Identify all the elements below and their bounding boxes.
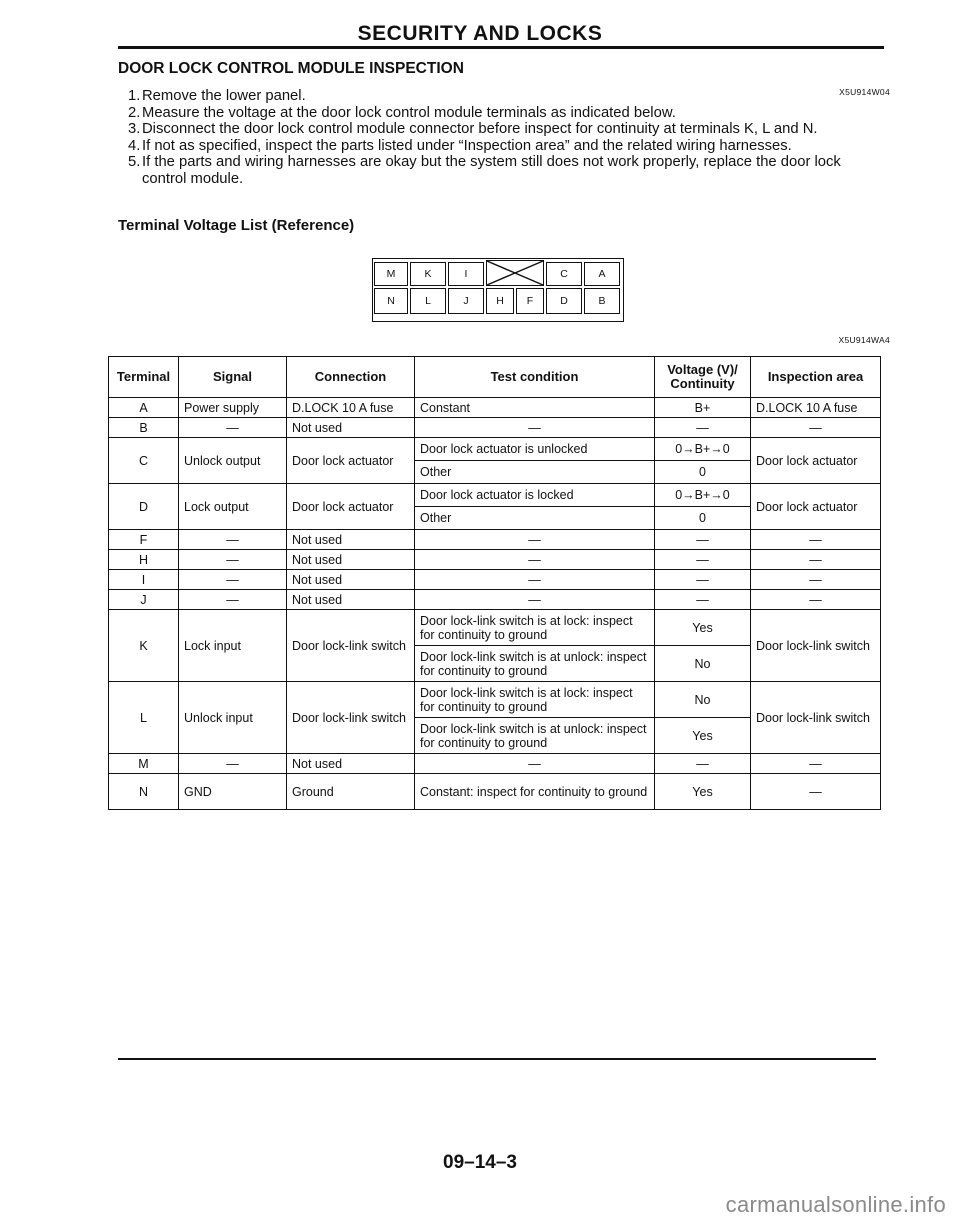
voltage-cell: Yes xyxy=(655,774,751,810)
inspection-area-cell: — xyxy=(751,550,881,570)
test-condition-cell: Door lock actuator is unlocked xyxy=(415,438,655,461)
test-condition-cell: Door lock-link switch is at lock: inspect for continuity to ground xyxy=(415,610,655,646)
terminal-cell: K xyxy=(109,610,179,682)
connection-cell: Not used xyxy=(287,754,415,774)
table-row xyxy=(109,550,881,570)
signal-cell: — xyxy=(179,418,287,438)
connector-diagram xyxy=(366,256,626,324)
list-item: 2. Measure the voltage at the door lock control module terminals as indicated below. xyxy=(128,104,676,121)
connection-cell: Not used xyxy=(287,530,415,550)
inspection-area-cell: — xyxy=(751,530,881,550)
inspection-area-cell: Door lock-link switch xyxy=(751,682,881,754)
header-terminal: Terminal xyxy=(109,357,179,398)
signal-cell: — xyxy=(179,550,287,570)
table-row xyxy=(109,398,881,418)
test-condition-cell: — xyxy=(415,550,655,570)
test-condition-cell: Door lock actuator is locked xyxy=(415,484,655,507)
connector-pin-k: K xyxy=(410,262,446,286)
voltage-cell: 0→B+→0 xyxy=(655,484,751,507)
voltage-cell: 0→B+→0 xyxy=(655,438,751,461)
connection-cell: D.LOCK 10 A fuse xyxy=(287,398,415,418)
connector-pin-a: A xyxy=(584,262,620,286)
connection-cell: Not used xyxy=(287,550,415,570)
inspection-area-cell: Door lock-link switch xyxy=(751,610,881,682)
terminal-cell: N xyxy=(109,774,179,810)
test-condition-cell: — xyxy=(415,570,655,590)
inspection-area-cell: — xyxy=(751,570,881,590)
connection-cell: Door lock actuator xyxy=(287,438,415,484)
inspection-area-cell: — xyxy=(751,590,881,610)
signal-cell: Lock output xyxy=(179,484,287,530)
terminal-cell: H xyxy=(109,550,179,570)
signal-cell: Unlock input xyxy=(179,682,287,754)
inspection-area-cell: — xyxy=(751,418,881,438)
test-condition-cell: — xyxy=(415,590,655,610)
signal-cell: — xyxy=(179,754,287,774)
terminal-list-ref-code: X5U914WA4 xyxy=(838,335,890,345)
connector-pin-m: M xyxy=(374,262,408,286)
connection-cell: Ground xyxy=(287,774,415,810)
connector-pin-f: F xyxy=(516,288,544,314)
voltage-cell: 0 xyxy=(655,461,751,484)
section-title: DOOR LOCK CONTROL MODULE INSPECTION xyxy=(118,60,464,77)
connection-cell: Door lock actuator xyxy=(287,484,415,530)
inspection-area-cell: — xyxy=(751,774,881,810)
watermark: carmanualsonline.info xyxy=(725,1192,946,1217)
list-item: 5. If the parts and wiring harnesses are okay but the system still does not work properly, replace the door lock control module. xyxy=(128,154,841,187)
voltage-cell: No xyxy=(655,646,751,682)
header-signal: Signal xyxy=(179,357,287,398)
footer-rule xyxy=(118,1058,876,1060)
connector-pin-c: C xyxy=(546,262,582,286)
connection-cell: Door lock-link switch xyxy=(287,682,415,754)
voltage-cell: Yes xyxy=(655,718,751,754)
connector-pin-h: H xyxy=(486,288,514,314)
voltage-cell: — xyxy=(655,550,751,570)
test-condition-cell: Constant xyxy=(415,398,655,418)
table-row xyxy=(109,774,881,810)
terminal-cell: M xyxy=(109,754,179,774)
connection-cell: Door lock-link switch xyxy=(287,610,415,682)
table-row xyxy=(109,530,881,550)
test-condition-cell: Constant: inspect for continuity to ground xyxy=(415,774,655,810)
inspection-area-cell: D.LOCK 10 A fuse xyxy=(751,398,881,418)
voltage-cell: No xyxy=(655,682,751,718)
terminal-cell: L xyxy=(109,682,179,754)
list-item: 3. Disconnect the door lock control module connector before inspect for continuity at terminals K, L and N. xyxy=(128,121,818,137)
title-rule xyxy=(118,46,884,49)
table-row xyxy=(109,754,881,774)
voltage-cell: — xyxy=(655,754,751,774)
inspection-area-cell: Door lock actuator xyxy=(751,438,881,484)
list-item: 4. If not as specified, inspect the parts listed under “Inspection area” and the related wiring harnesses. xyxy=(128,137,792,154)
terminal-cell: I xyxy=(109,570,179,590)
connection-cell: Not used xyxy=(287,570,415,590)
connector-pin-j: J xyxy=(448,288,484,314)
connector-blank-pin xyxy=(486,260,544,286)
test-condition-cell: — xyxy=(415,754,655,774)
connection-cell: Not used xyxy=(287,590,415,610)
terminal-cell: C xyxy=(109,438,179,484)
section-ref-code: X5U914W04 xyxy=(839,87,890,97)
terminal-cell: D xyxy=(109,484,179,530)
table-row xyxy=(109,590,881,610)
voltage-cell: B+ xyxy=(655,398,751,418)
voltage-cell: Yes xyxy=(655,610,751,646)
signal-cell: Lock input xyxy=(179,610,287,682)
header-inspection-area: Inspection area xyxy=(751,357,881,398)
connector-pin-d: D xyxy=(546,288,582,314)
connection-cell: Not used xyxy=(287,418,415,438)
procedure-steps xyxy=(128,88,888,187)
terminal-list-title: Terminal Voltage List (Reference) xyxy=(118,217,355,234)
test-condition-cell: Other xyxy=(415,461,655,484)
test-condition-cell: — xyxy=(415,418,655,438)
test-condition-cell: Door lock-link switch is at unlock: inspect for continuity to ground xyxy=(415,718,655,754)
table-row xyxy=(109,682,881,718)
test-condition-cell: Other xyxy=(415,507,655,530)
table-row xyxy=(109,570,881,590)
table-row xyxy=(109,610,881,646)
terminal-voltage-table xyxy=(108,356,881,810)
terminal-cell: F xyxy=(109,530,179,550)
signal-cell: — xyxy=(179,530,287,550)
inspection-area-cell: — xyxy=(751,754,881,774)
voltage-cell: — xyxy=(655,590,751,610)
header-voltage-continuity: Voltage (V)/ Continuity xyxy=(655,357,751,398)
page-number: 09–14–3 xyxy=(443,1152,517,1173)
connector-pin-n: N xyxy=(374,288,408,314)
voltage-cell: — xyxy=(655,570,751,590)
table-row xyxy=(109,484,881,507)
signal-cell: — xyxy=(179,590,287,610)
header-test-condition: Test condition xyxy=(415,357,655,398)
test-condition-cell: Door lock-link switch is at unlock: inspect for continuity to ground xyxy=(415,646,655,682)
table-body xyxy=(109,398,881,810)
voltage-cell: — xyxy=(655,418,751,438)
connector-pin-b: B xyxy=(584,288,620,314)
terminal-cell: A xyxy=(109,398,179,418)
signal-cell: — xyxy=(179,570,287,590)
signal-cell: Unlock output xyxy=(179,438,287,484)
connector-pin-i: I xyxy=(448,262,484,286)
page-title: SECURITY AND LOCKS xyxy=(357,22,603,45)
blank-pin-cross-icon xyxy=(487,261,543,285)
inspection-area-cell: Door lock actuator xyxy=(751,484,881,530)
list-item: 1. Remove the lower panel. xyxy=(128,88,306,104)
table-header-row xyxy=(109,357,881,398)
test-condition-cell: Door lock-link switch is at lock: inspect for continuity to ground xyxy=(415,682,655,718)
test-condition-cell: — xyxy=(415,530,655,550)
table-row xyxy=(109,418,881,438)
signal-cell: GND xyxy=(179,774,287,810)
connector-pin-l: L xyxy=(410,288,446,314)
table-row xyxy=(109,438,881,461)
terminal-cell: B xyxy=(109,418,179,438)
signal-cell: Power supply xyxy=(179,398,287,418)
voltage-cell: 0 xyxy=(655,507,751,530)
voltage-cell: — xyxy=(655,530,751,550)
terminal-cell: J xyxy=(109,590,179,610)
header-connection: Connection xyxy=(287,357,415,398)
